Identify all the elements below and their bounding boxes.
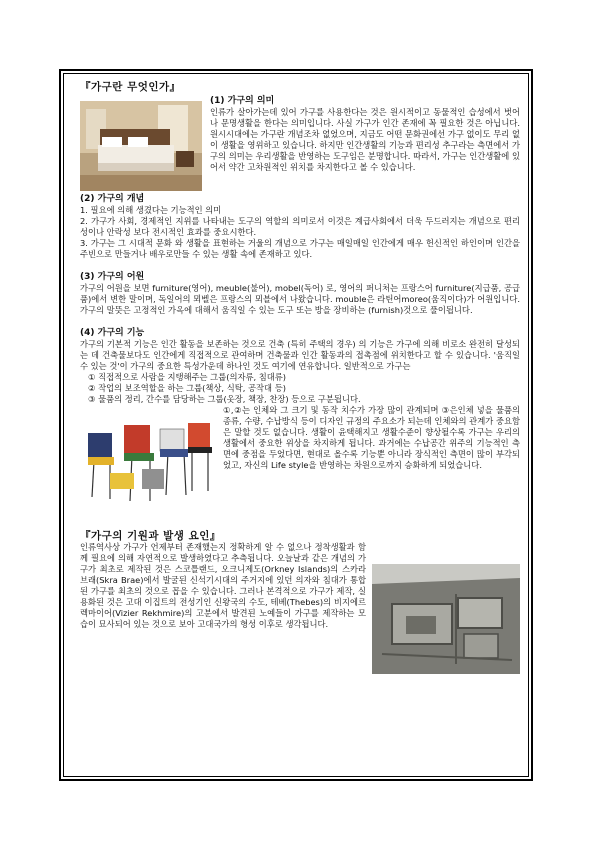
function-item-2: ② 작업의 보조역할을 하는 그룹(책상, 식탁, 공작대 등) <box>88 383 286 393</box>
concept-item-2: 2. 가구가 사회, 경제적인 지위를 나타내는 도구의 역할의 의미로서 이것은 계급사회에서 더욱 두드러지는 개념으로 편리성이나 안락성 보다 전시적인 효과를 중요시한다. <box>80 216 520 237</box>
section-title-what-is-furniture: 『가구란 무엇인가』 <box>80 81 181 93</box>
concept-item-3: 3. 가구는 그 시대적 문화 와 생활을 표현하는 거울의 개념으로 가구는 매일매일 인간에게 매우 헌신적인 하인이며 인간을 주빈으로 만들거나 배우로만들 수 있는 생활 속에 존재하고 있다. <box>80 238 520 259</box>
stone-ruins-photo <box>372 564 520 674</box>
meaning-text: 인류가 살아가는데 있어 가구를 사용한다는 것은 원시적이고 동물적인 습성에서 벗어나 문명생활을 한다는 의미입니다. 사실 가구가 인간 존재에 꼭 필요한 것은 아닙니다. 원시시대에는 가구란 개념조차 없었으며, 지금도 어떤 문화권에선 가구 없이도 무리 없이 생활을 영위하고 있습니다. 하지만 인간생활의 기능과 편리성 추구라는 측면에서 가구의 의미는 우리생활을 반영하는 도구임은 분명합니다. 따라서, 가구는 인간생활에 있어서 약간 고차원적인 위치를 차지한다고 볼 수 있습니다. <box>210 107 520 172</box>
function-text: 가구의 기본적 기능은 인간 활동을 보존하는 것으로 건축 (특히 주택의 경우) 의 기능은 가구에 의해 비로소 완전히 달성되는 데 건축물보다도 인간에게 직접적으로 관여하며 건축물과 인간 활동과의 접촉점에 위치한다고 할 수 있습니다. '움직일 수 있는 것'이 가구의 중요한 특성가운데 하나인 것도 여기에 연유합니다. 일반적으로 가구는 <box>80 339 520 371</box>
function-item-1: ① 직접적으로 사람을 지탱해주는 그룹(의자류, 침대류) <box>88 372 287 382</box>
concept-item-1: 1. 필요에 의해 생겼다는 기능적인 의미 <box>80 205 222 215</box>
meaning-block <box>80 93 520 191</box>
etymology-heading: (3) 가구의 어원 <box>80 272 145 282</box>
etymology-text: 가구의 어원을 보면 furniture(영어), meuble(불어), mobel(독어) 로, 영어의 퍼니처는 프랑스어 furniture(지급품, 공급품)에서 변한 말이며, 독일어의 뫼벨은 프랑스의 뫼블에서 나왔습니다. mouble은 라틴어moreo(움직이다)가 어원입니다. 가구의 말뜻은 고정적인 가옥에 대해서 움직일 수 있는 도구 또는 방을 장비하는 (furnish)것으로 풀이됩니다. <box>80 283 520 315</box>
function-detail-block <box>80 405 520 507</box>
chairs-photo <box>80 411 215 507</box>
bedroom-photo <box>80 101 202 191</box>
origin-text: 인류역사상 가구가 언제부터 존재했는지 정확하게 알 수 없으나 정착생활과 함께 필요에 의해 자연적으로 발생하였다고 추측됩니다. 오늘날과 같은 개념의 가구가 최초로 제작된 것은 스코틀랜드, 오크니제도(Orkney Islands)의 스카라 브래(Skra Brae)에서 발굴된 신석기시대의 주거지에 있던 의자와 침대가 통합된 가구를 최초의 것으로 꼽을 수 있습니다. 그러나 본격적으로 가구가 제작, 실용화된 것은 고대 이집트의 전성기인 신왕국의 수도, 테베(Thebes)의 비지에르 렉마이어(Vizier Rekhmire)의 고분에서 발견된 노예들이 가구를 제작하는 모습이 묘사되어 있는 것으로 보아 고대국가의 형성 이후로 생각됩니다. <box>80 542 366 629</box>
section-title-origin: 『가구의 기원과 발생 요인』 <box>80 530 221 542</box>
function-list <box>80 372 520 405</box>
function-detail-text: ①,②는 인체와 그 크기 및 동작 치수가 가장 많이 관계되며 ③은인체 넣을 물품의 종류, 수량, 수납방식 등이 디자인 규정의 주요소가 되는데 인체와의 관계가 중요함은 말할 것도 없습니다. 생활이 윤택해지고 생활수준이 향상될수록 가구는 우리의 생활에서 중요한 위상을 차지하게 됩니다. 과거에는 수납공간 위주의 기능적인 측면에 중점을 두었다면, 현대로 올수록 기능뿐 아니라 장식적인 측면이 많이 부각되었고, 자신의 Life style을 반영하는 차원으로까지 승화하게 되었습니다. <box>223 405 520 470</box>
function-item-3: ③ 물품의 정리, 간수를 담당하는 그룹(옷장, 책장, 찬장) 등으로 구분됩니다. <box>88 394 361 404</box>
origin-block <box>80 542 520 674</box>
document-body <box>80 82 520 674</box>
concept-heading: (2) 가구의 개념 <box>80 194 145 204</box>
function-heading: (4) 가구의 기능 <box>80 328 145 338</box>
meaning-heading: (1) 가구의 의미 <box>210 96 275 106</box>
